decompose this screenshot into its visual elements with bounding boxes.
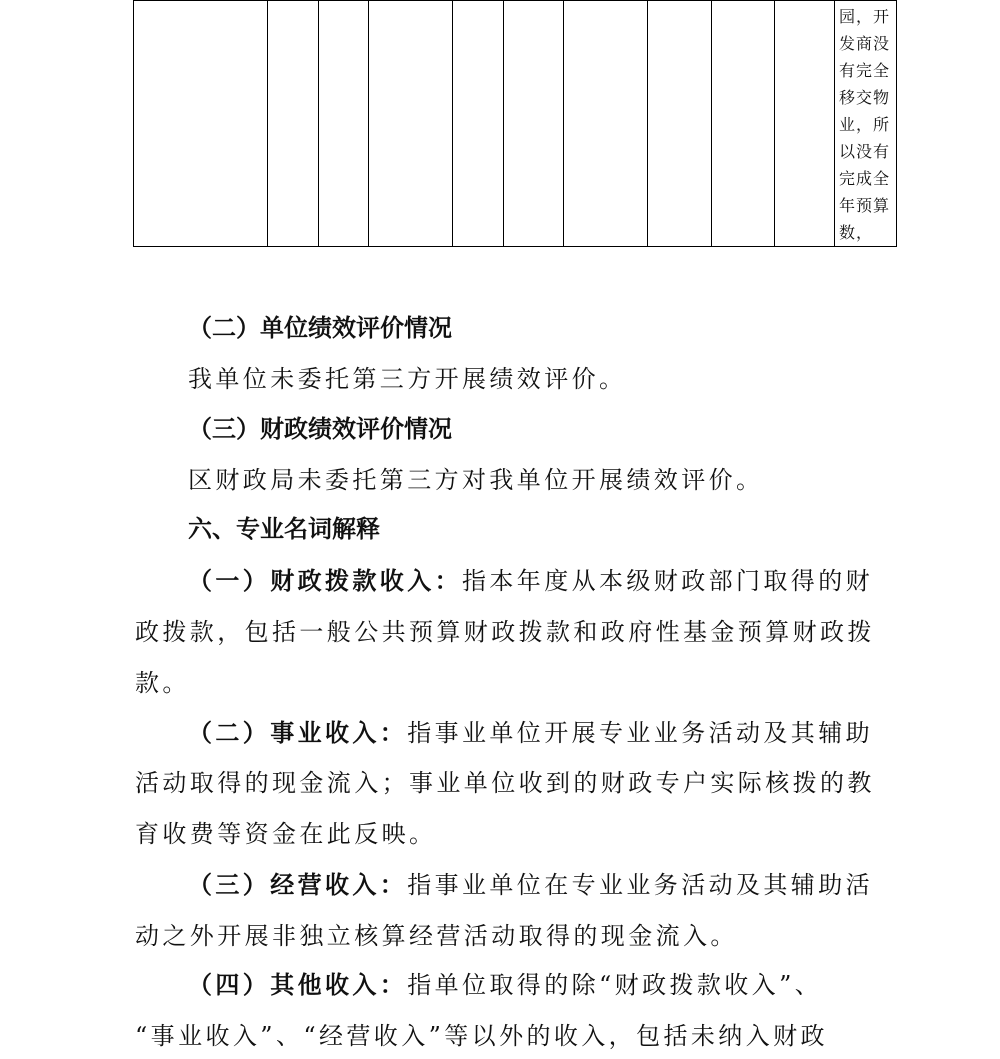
table-cell — [268, 1, 319, 247]
performance-table-fragment — [133, 0, 897, 247]
glossary-item-1-line-3: 款。 — [135, 669, 190, 697]
glossary-definition: 指事业单位在专业业务活动及其辅助活 — [407, 871, 874, 899]
glossary-definition: 指单位取得的除“财政拨款收入”、 — [407, 971, 823, 999]
glossary-term: （三）经营收入： — [188, 870, 408, 899]
table-cell — [648, 1, 712, 247]
table-cell — [453, 1, 504, 247]
table-cell — [564, 1, 648, 247]
table-cell — [319, 1, 369, 247]
glossary-definition: 指本年度从本级财政部门取得的财 — [462, 567, 873, 595]
table-cell — [775, 1, 835, 247]
fiscal-eval-heading: （三）财政绩效评价情况 — [188, 415, 452, 443]
table-cell — [504, 1, 564, 247]
glossary-item-2-line-3: 育收费等资金在此反映。 — [135, 820, 437, 848]
glossary-heading: 六、专业名词解释 — [188, 515, 380, 543]
unit-eval-text: 我单位未委托第三方开展绩效评价。 — [188, 365, 627, 393]
table-cell — [134, 1, 268, 247]
glossary-item-1 — [188, 566, 873, 596]
glossary-item-2 — [188, 718, 873, 748]
glossary-item-3-line-2: 动之外开展非独立核算经营活动取得的现金流入。 — [135, 922, 738, 950]
glossary-term: （一）财政拨款收入： — [188, 566, 462, 595]
glossary-term: （二）事业收入： — [188, 718, 408, 747]
unit-eval-heading: （二）单位绩效评价情况 — [188, 314, 452, 342]
table-cell — [369, 1, 453, 247]
glossary-definition: 指事业单位开展专业业务活动及其辅助 — [407, 719, 874, 747]
fiscal-eval-text: 区财政局未委托第三方对我单位开展绩效评价。 — [188, 466, 764, 494]
glossary-item-4 — [188, 970, 822, 1000]
table-cell — [712, 1, 775, 247]
glossary-term: （四）其他收入： — [188, 970, 408, 999]
glossary-item-2-line-2: 活动取得的现金流入；事业单位收到的财政专户实际核拨的教 — [135, 769, 875, 797]
table-row — [134, 1, 897, 247]
glossary-item-3 — [188, 870, 873, 900]
glossary-item-1-line-2: 政拨款，包括一般公共预算财政拨款和政府性基金预算财政拨 — [135, 618, 875, 646]
glossary-item-4-line-2: “事业收入”、“经营收入”等以外的收入，包括未纳入财政 — [135, 1022, 828, 1050]
table-note-cell: 园，开发商没有完全移交物业，所以没有完成全年预算数， — [835, 1, 897, 247]
